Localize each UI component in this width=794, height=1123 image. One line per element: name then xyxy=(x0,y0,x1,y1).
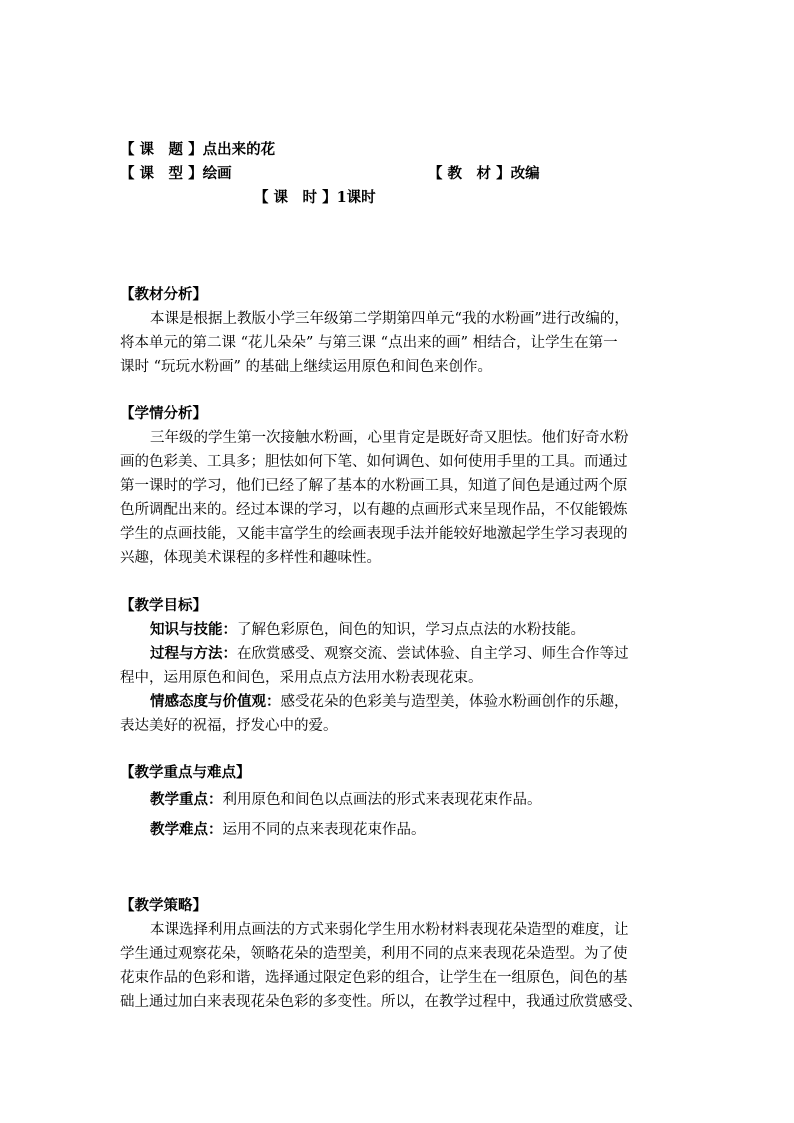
student-analysis-line: 画的色彩美、工具多；胆怯如何下笔、如何调色、如何使用手里的工具。而通过 xyxy=(120,454,628,470)
objective-process xyxy=(120,642,710,666)
key-points-heading: 【教学重点与难点】 xyxy=(120,764,251,781)
material-analysis-line: 课时 “玩玩水粉画” 的基础上继续运用原色和间色来创作。 xyxy=(120,359,493,375)
strategy-line: 花束作品的色彩和谐，选择通过限定色彩的组合，让学生在一组原色，间色的基 xyxy=(120,970,628,986)
objective-emotion xyxy=(120,690,710,714)
student-analysis-line: 兴趣，体现美术课程的多样性和趣味性。 xyxy=(120,550,381,566)
material-analysis-heading: 【教材分析】 xyxy=(120,286,207,303)
objective-knowledge-label: 知识与技能： xyxy=(150,621,237,638)
teaching-difficulty xyxy=(120,818,710,842)
lesson-type: 【 课 型 】绘画 xyxy=(120,165,232,182)
objective-process-cont: 程中，运用原色和间色，采用点点方法用水粉表现花束。 xyxy=(120,670,483,686)
material-analysis-line: 本课是根据上教版小学三年级第二学期第四单元“我的水粉画”进行改编的， xyxy=(150,311,629,327)
objective-emotion-label: 情感态度与价值观： xyxy=(150,693,281,710)
lesson-hours: 【 课 时 】1课时 xyxy=(254,189,376,206)
student-analysis-heading: 【学情分析】 xyxy=(120,405,207,422)
student-analysis-line: 第一课时的学习，他们已经了解了基本的水粉画工具，知道了间色是通过两个原 xyxy=(120,478,628,494)
teaching-focus xyxy=(120,788,710,812)
objective-process-label: 过程与方法： xyxy=(150,645,237,662)
objective-knowledge xyxy=(120,618,710,642)
teaching-focus-label: 教学重点： xyxy=(150,791,223,808)
teaching-difficulty-label: 教学难点： xyxy=(150,821,223,838)
objective-emotion-cont: 表达美好的祝福，抒发心中的爱。 xyxy=(120,718,338,734)
lesson-material: 【 教 材 】改编 xyxy=(428,165,540,182)
strategy-line: 本课选择利用点画法的方式来弱化学生用水粉材料表现花朵造型的难度，让 xyxy=(150,922,629,938)
strategy-line: 学生通过观察花朵，领略花朵的造型美，利用不同的点来表现花朵造型。为了使 xyxy=(120,946,628,962)
material-analysis-line: 将本单元的第二课 “花儿朵朵” 与第三课 “点出来的画” 相结合，让学生在第一 xyxy=(120,335,618,351)
student-analysis-line: 学生的点画技能，又能丰富学生的绘画表现手法并能较好地激起学生学习表现的 xyxy=(120,526,628,542)
strategy-line: 础上通过加白来表现花朵色彩的多变性。所以，在教学过程中，我通过欣赏感受、 xyxy=(120,994,642,1010)
student-analysis-line: 三年级的学生第一次接触水粉画，心里肯定是既好奇又胆怯。他们好奇水粉 xyxy=(150,430,629,446)
teaching-difficulty-text: 运用不同的点来表现花束作品。 xyxy=(222,822,426,838)
lesson-topic: 【 课 题 】点出来的花 xyxy=(120,141,276,158)
objectives-heading: 【教学目标】 xyxy=(120,597,207,614)
objective-knowledge-text: 了解色彩原色，间色的知识，学习点点法的水粉技能。 xyxy=(237,622,585,638)
objective-emotion-text: 感受花朵的色彩美与造型美，体验水粉画创作的乐趣， xyxy=(280,694,629,710)
student-analysis-line: 色所调配出来的。经过本课的学习，以有趣的点画形式来呈现作品，不仅能锻炼 xyxy=(120,502,628,518)
teaching-focus-text: 利用原色和间色以点画法的形式来表现花束作品。 xyxy=(222,792,542,808)
objective-process-text: 在欣赏感受、观察交流、尝试体验、自主学习、师生合作等过 xyxy=(237,646,629,662)
strategy-heading: 【教学策略】 xyxy=(120,897,207,914)
